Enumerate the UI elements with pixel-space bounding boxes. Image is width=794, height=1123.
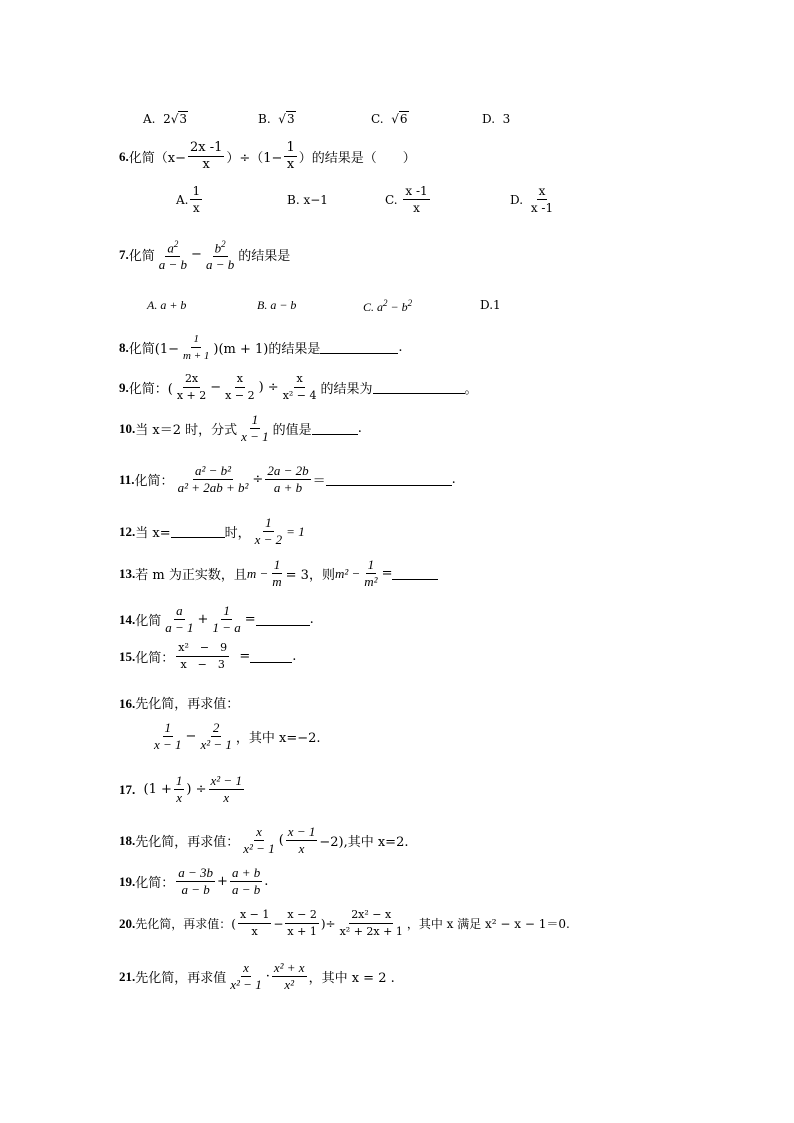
q7-option-c: C. $a^2 - b^2$: [363, 298, 413, 314]
q6-option-a: A. $\frac{1}{x}$: [176, 184, 201, 215]
q6-option-c: C. $\frac{x -1}{x}$: [385, 184, 428, 215]
q9-stem: 9. 化简：( $\frac{2x}{x + 2}$ − $\frac{x}{x - 2}$ ) ÷ $\frac{x}{\text{x² − 4}}$ 的结果为 。: [119, 372, 478, 402]
q7-option-d: D.1: [480, 298, 501, 312]
q8-stem: 8. 化简(1− $\frac{1}{m + 1}$ )(m + 1)的结果是 .: [119, 333, 403, 362]
q21-stem: 21. 先化简，再求值 $\frac{x}{\text{x² − 1}}$ · $\frac{\text{x² + x}}{\text{x²}}$ ，其中 x = 2 .: [119, 960, 395, 992]
q13-answer-blank[interactable]: [392, 567, 438, 580]
q6-option-d: D. $\frac{x}{x -1}$: [510, 184, 554, 215]
q14-stem: 14. 化简 $\frac{a}{a - 1}$ + $\frac{1}{1 - a}$ = .: [119, 603, 314, 635]
q6-stem: 6. 化简（x− $\frac{2x -1}{x}$ ）÷（1− $\frac{1}{x}$ ）的结果是（ ）: [119, 140, 416, 172]
q19-stem: 19. 化简： $\frac{a - 3b}{a - b}$ + $\frac{a + b}{a - b}$ .: [119, 865, 269, 897]
q16-stem: 16.先化简，再求值：: [119, 696, 240, 712]
q10-answer-blank[interactable]: [312, 422, 358, 435]
q17-stem: 17. (1 + $\frac{1}{x}$ ) ÷ $\frac{\text{x² − 1}}{x}$: [119, 773, 242, 805]
q5-option-d: D. 3: [482, 112, 511, 126]
q11-stem: 11. 化简： $\frac{\text{a² − b²}}{\text{a² + 2ab + b²}}$ ÷ $\frac{2a - 2b}{a + b}$ ＝ .: [119, 463, 456, 495]
q11-answer-blank[interactable]: [326, 473, 452, 486]
q13-stem: 13. 若 m 为正实数，且 m − $\frac{1}{m}$ = 3，则 m² − $\frac{1}{\text{m²}}$ =: [119, 557, 438, 590]
q7-option-a: A. a + b: [147, 298, 187, 312]
q7-stem: 7. 化简 $\frac{a^2}{a - b}$ − $\frac{b^2}{a - b}$ 的结果是: [119, 236, 290, 273]
q5-option-a: A. 2√3: [143, 112, 188, 126]
q12-answer-blank[interactable]: [171, 525, 225, 538]
q15-stem: 15. 化简： $\frac{\text{x² − 9}}{x - 3}$ = .: [119, 641, 297, 671]
q5-option-c: C. √6: [371, 112, 408, 126]
q5-option-b: B. √3: [258, 112, 295, 126]
q10-stem: 10. 当 x＝2 时，分式 $\frac{1}{x - 1}$ 的值是 .: [119, 412, 362, 444]
q8-answer-blank[interactable]: [320, 341, 398, 354]
q12-stem: 12. 当 x= 时， $\frac{1}{x - 2}$ = 1: [119, 515, 305, 547]
q9-answer-blank[interactable]: [373, 381, 465, 394]
q16-expression: $\frac{1}{x - 1}$ − $\frac{2}{\text{x² − 1}}$ ，其中 x=−2.: [154, 720, 321, 752]
q20-stem: 20. 先化简，再求值：( $\frac{x - 1}{x}$ − $\frac{x - 2}{x + 1}$ )÷ $\frac{\text{2x² − x}}{\text{x² + 2x + 1}}$ ，其中 x 满足 x² − x − 1＝0.: [119, 908, 570, 938]
q6-option-b: B. x−1: [287, 193, 328, 207]
q18-stem: 18. 先化简，再求值： $\frac{x}{\text{x² − 1}}$ ( $\frac{x - 1}{x}$ −2),其中 x=2.: [119, 824, 409, 856]
q15-answer-blank[interactable]: [250, 650, 292, 663]
q7-option-b: B. a − b: [257, 298, 297, 312]
q14-answer-blank[interactable]: [256, 613, 310, 626]
